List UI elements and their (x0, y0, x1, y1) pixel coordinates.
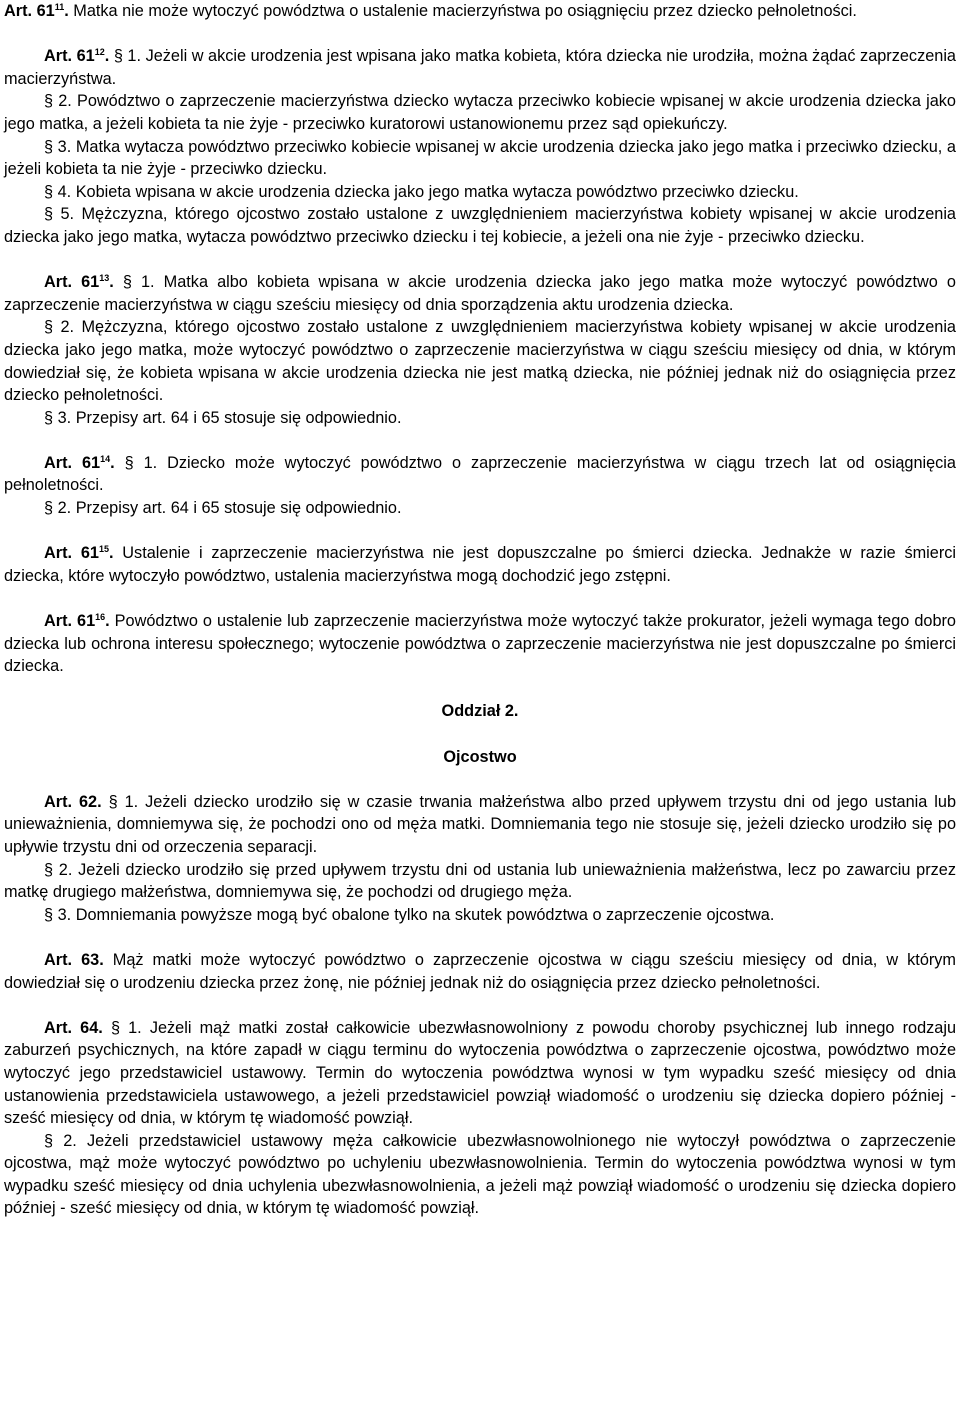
article-superscript: 11 (54, 2, 65, 12)
section-paragraph (4, 859, 956, 904)
paragraph-text: Mąż matki może wytoczyć powództwo o zaprzeczenie ojcostwa w ciągu sześciu miesięcy od dnia, w którym dowiedział się o urodzeniu dziecka przez żonę, nie później jednak niż do osiągnięcia przez dziecko pełnoletności. (4, 950, 956, 992)
section-number: § 3. (44, 905, 72, 924)
paragraph-text: § 1. Jeżeli dziecko urodziło się w czasie trwania małżeństwa albo przed upływem trzystu dni od jego ustania lub unieważnienia, domniemywa się, że pochodzi ono od męża matki. Domniemania tego nie stosuje się, jeżeli dziecko urodziło się po upływie trzystu dni od orzeczenia separacji. (4, 792, 956, 856)
section-paragraph (4, 407, 956, 430)
paragraph-text: Matka wytacza powództwo przeciwko kobiecie wpisanej w akcie urodzenia dziecka jako jego matka i przeciwko dziecku, a jeżeli kobieta ta nie żyje - przeciwko dziecku. (4, 137, 956, 179)
section-paragraph (4, 316, 956, 406)
section-number: § 2. (44, 1131, 77, 1150)
article-61-12 (4, 45, 956, 248)
paragraph-text: § 1. Matka albo kobieta wpisana w akcie urodzenia dziecka jako jego matka może wytoczyć powództwo o zaprzeczenie macierzyństwa w ciągu sześciu miesięcy od dnia sporządzenia aktu urodzenia dziecka. (4, 273, 956, 314)
article-paragraph (4, 1017, 956, 1130)
paragraph-text: § 1. Jeżeli w akcie urodzenia jest wpisana jako matka kobieta, która dziecka nie urodziła, można żądać zaprzeczenia macierzyństwa. (4, 47, 956, 88)
section-paragraph (4, 203, 956, 248)
article-63 (4, 949, 956, 994)
article-number: Art. $61^{12}$. (44, 47, 110, 66)
article-number: Art. $61^{11}$. (4, 2, 69, 20)
paragraph-text: Powództwo o zaprzeczenie macierzyństwa dziecko wytacza przeciwko kobiecie wpisanej w akcie urodzenia dziecka jako jego matka, a jeżeli kobieta ta nie żyje - przeciwko kuratorowi ustanowionemu przez sąd opiekuńczy. (4, 92, 956, 133)
section-paragraph (4, 136, 956, 181)
section-paragraph (4, 1130, 956, 1220)
article-superscript: 12 (94, 47, 105, 58)
section-number: § 2. (44, 860, 73, 879)
article-paragraph (4, 791, 956, 859)
article-superscript: 13 (99, 273, 110, 284)
article-number: Art. 64. (44, 1018, 103, 1037)
section-number: § 2. (44, 499, 72, 518)
paragraph-text: Mężczyzna, którego ojcostwo zostało ustalone z uwzględnieniem macierzyństwa kobiety wpisanej w akcie urodzenia dziecka jako jego matka, może wytoczyć powództwo o zaprzeczenie macierzyństwa w ciągu sześciu miesięcy od dnia, w którym dowiedział się, że kobieta wpisana w akcie urodzenia dziecka nie jest matką dziecka, nie później jednak niż do osiągnięcia przez dziecko pełnoletności. (4, 318, 956, 405)
article-paragraph (4, 45, 956, 90)
article-superscript: 15 (98, 544, 109, 555)
article-paragraph (4, 452, 956, 497)
paragraph-text: Przepisy art. 64 i 65 stosuje się odpowiednio. (71, 408, 402, 427)
article-superscript: 16 (95, 612, 106, 623)
article-number: Art. 62. (44, 792, 102, 811)
article-paragraph (4, 271, 956, 316)
article-number: Art. $61^{16}$. (44, 612, 110, 631)
division-title: Oddział 2. (441, 702, 519, 721)
paragraph-text: Matka nie może wytoczyć powództwa o ustalenie macierzyństwa po osiągnięciu przez dziecko pełnoletności. (68, 2, 857, 20)
paragraph-text: Mężczyzna, którego ojcostwo zostało ustalone z uwzględnieniem macierzyństwa kobiety wpisanej w akcie urodzenia dziecka jako jego matka, wytacza powództwo przeciwko dziecku i tej kobiecie, a jeżeli ona nie żyje - przeciwko dziecku. (4, 205, 956, 246)
article-number: Art. $61^{13}$. (44, 273, 114, 292)
article-64 (4, 1017, 956, 1220)
paragraph-text: Kobieta wpisana w akcie urodzenia dziecka jako jego matka wytacza powództwo przeciwko dziecku. (71, 182, 799, 201)
section-number: § 2. (44, 318, 75, 337)
article-number: Art. $61^{14}$. (44, 453, 115, 472)
paragraph-text: § 1. Jeżeli mąż matki został całkowicie ubezwłasnowolniony z powodu choroby psychicznej lub innego rodzaju zaburzeń psychicznych, na które zapadł w ciągu terminu do wytoczenia powództwa o zaprzeczenie ojcostwa, powództwo może wytoczyć jego przedstawiciel ustawowy. Termin do wytoczenia powództwa wynosi w tym wypadku sześć miesięcy od dnia ustanowienia przedstawiciela ustawowego, a jeżeli przedstawiciel powziął wiadomość o urodzeniu się dziecka dopiero później - sześć miesięcy od dnia, w którym tę wiadomość powziął. (4, 1018, 956, 1128)
article-paragraph (4, 542, 956, 587)
section-number: § 3. (44, 137, 72, 156)
paragraph-text: Domniemania powyższe mogą być obalone tylko na skutek powództwa o zaprzeczenie ojcostwa. (71, 905, 775, 924)
section-number: § 3. (44, 408, 72, 427)
article-superscript: 14 (100, 453, 111, 464)
article-number: Art. 63. (44, 950, 104, 969)
paragraph-text: Powództwo o ustalenie lub zaprzeczenie macierzyństwa może wytoczyć także prokurator, jeżeli wymaga tego dobro dziecka lub ochrona interesu społecznego; wytoczenie powództwa o zaprzeczenie macierzyństwa nie jest dopuszczalne po śmierci dziecka. (4, 612, 956, 676)
section-number: § 4. (44, 182, 72, 201)
paragraph-text: § 1. Dziecko może wytoczyć powództwo o zaprzeczenie macierzyństwa w ciągu trzech lat od osiągnięcia pełnoletności. (4, 453, 956, 495)
paragraph-text: Ustalenie i zaprzeczenie macierzyństwa nie jest dopuszczalne po śmierci dziecka. Jednakże w razie śmierci dziecka, które wytoczyło powództwo, ustalenia macierzyństwa mogą dochodzić jego zstępni. (4, 544, 956, 585)
section-paragraph (4, 904, 956, 927)
article-61-11 (4, 0, 956, 23)
section-number: § 5. (44, 205, 75, 224)
paragraph-text: Jeżeli dziecko urodziło się przed upływem trzystu dni od ustania lub unieważnienia małżeństwa, lecz po zawarciu przez matkę drugiego małżeństwa, domniemywa się, że pochodzi od drugiego męża. (4, 860, 956, 902)
section-paragraph (4, 90, 956, 135)
section-number: § 2. (44, 92, 72, 111)
article-61-14 (4, 452, 956, 520)
paragraph-text: Przepisy art. 64 i 65 stosuje się odpowiednio. (71, 499, 402, 518)
article-paragraph (4, 0, 956, 23)
section-paragraph (4, 181, 956, 204)
section-paragraph (4, 497, 956, 520)
paragraph-text: Jeżeli przedstawiciel ustawowy męża całkowicie ubezwłasnowolnionego nie wytoczył powództwa o zaprzeczenie ojcostwa, mąż może wytoczyć powództwo po uchyleniu ubezwłasnowolnienia. Termin do wytoczenia powództwa wynosi w tym wypadku sześć miesięcy od dnia uchylenia ubezwłasnowolnienia, a jeżeli mąż powziął wiadomość o urodzeniu się dziecka dopiero później - sześć miesięcy od dnia, w którym tę wiadomość powziął. (4, 1131, 956, 1218)
article-paragraph (4, 949, 956, 994)
article-62 (4, 791, 956, 927)
article-paragraph (4, 610, 956, 678)
article-61-13 (4, 271, 956, 429)
article-61-16 (4, 610, 956, 678)
division-subject: Ojcostwo (443, 747, 517, 766)
article-61-15 (4, 542, 956, 587)
article-number: Art. $61^{15}$. (44, 544, 114, 563)
